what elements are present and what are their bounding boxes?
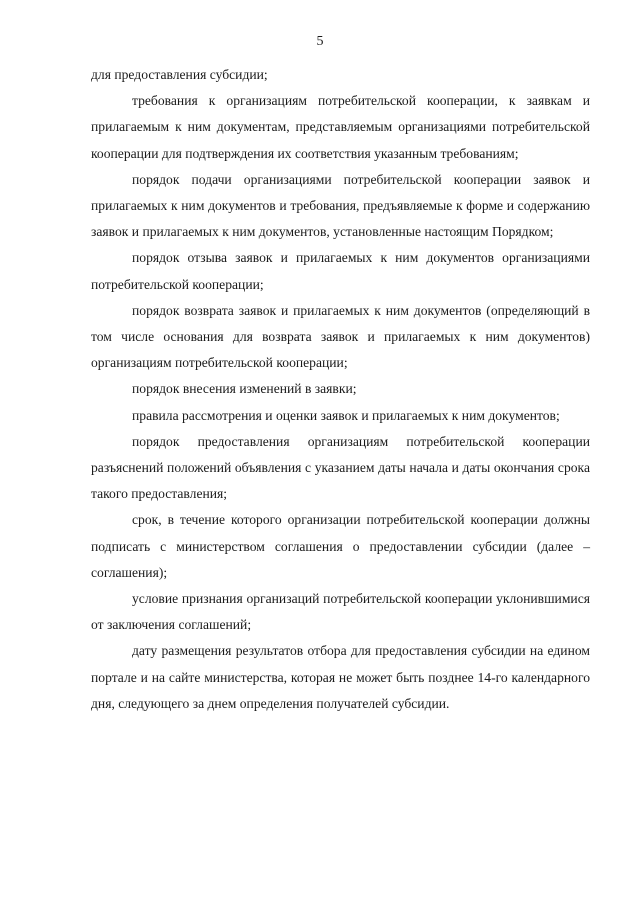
- paragraph-evasion-condition: условие признания организаций потребительской кооперации уклонившимися от заключения соглашений;: [91, 591, 590, 633]
- paragraph-submission-procedure: порядок подачи организациями потребительской кооперации заявок и прилагаемых к ним документов и требования, предъявляемые к форме и содержанию заявок и прилагаемых к ним документов, установленные настоящим Порядком;: [91, 171, 590, 240]
- page-number: 5: [316, 34, 324, 49]
- paragraph-clarification-procedure: порядок предоставления организациям потребительской кооперации разъяснений положений объявления с указанием даты начала и даты окончания срока такого предоставления;: [91, 433, 590, 502]
- paragraph-requirements: требования к организациям потребительской кооперации, к заявкам и прилагаемым к ним документам, представляемым организациями потребительской кооперации для подтверждения их соответствия указанным требованиям;: [91, 93, 590, 161]
- document-body: [91, 62, 590, 717]
- paragraph-results-publication-date: дату размещения результатов отбора для предоставления субсидии на едином портале и на сайте министерства, которая не может быть позднее 14-го календарного дня, следующего за днем определения получателей субсидии.: [91, 643, 590, 711]
- paragraph-continuation: для предоставления субсидии;: [91, 67, 268, 82]
- paragraph-amendment-procedure: порядок внесения изменений в заявки;: [132, 381, 357, 397]
- paragraph-return-procedure: порядок возврата заявок и прилагаемых к ним документов (определяющий в том числе основания для возврата заявок и прилагаемых к ним документов) организациям потребительской кооперации;: [91, 302, 590, 371]
- paragraph-signing-deadline: срок, в течение которого организации потребительской кооперации должны подписать с министерством соглашения о предоставлении субсидии (далее – соглашения);: [91, 512, 590, 580]
- paragraph-withdrawal-procedure: порядок отзыва заявок и прилагаемых к ним документов организациями потребительской кооперации;: [91, 250, 590, 292]
- paragraph-evaluation-rules: правила рассмотрения и оценки заявок и прилагаемых к ним документов;: [132, 407, 560, 423]
